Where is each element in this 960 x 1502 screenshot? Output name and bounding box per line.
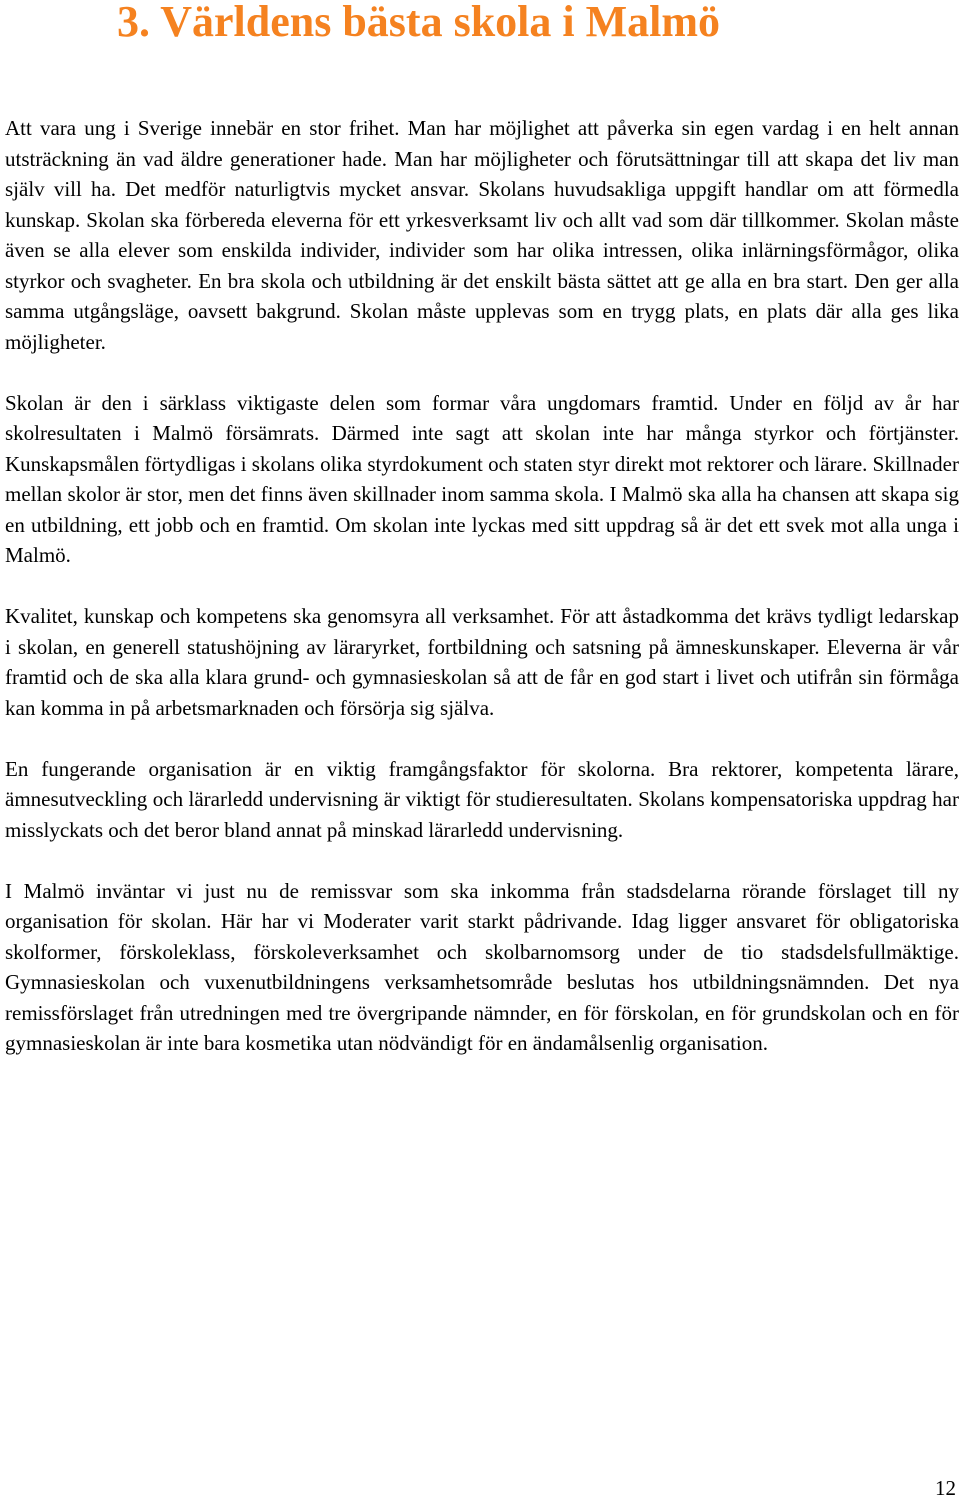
paragraph-4: En fungerande organisation är en viktig framgångsfaktor för skolorna. Bra rektorer, kompetenta lärare, ämnesutveckling och lärarledd undervisning är viktigt för studieresultaten. Skolans kompensatoriska uppdrag har misslyckats och det beror bland annat på minskad lärarledd undervisning.	[5, 756, 959, 842]
page-number: 12	[935, 1476, 956, 1500]
section-heading: 3. Världens bästa skola i Malmö	[117, 0, 721, 46]
paragraph-3: Kvalitet, kunskap och kompetens ska genomsyra all verksamhet. För att åstadkomma det krävs tydligt ledarskap i skolan, en generell statushöjning av läraryrket, fortbildning och satsning på ämneskunskaper. Eleverna är vår framtid och de ska alla klara grund- och gymnasieskolan så att de får en god start i livet och utifrån sin förmåga kan komma in på arbetsmarknaden och försörja sig själva.	[5, 604, 959, 720]
paragraph-1: Att vara ung i Sverige innebär en stor frihet. Man har möjlighet att påverka sin egen vardag i en helt annan utsträckning än vad äldre generationer hade. Man har möjligheter och förutsättningar till att skapa det liv man själv vill ha. Det medför naturligtvis mycket ansvar. Skolans huvudsakliga uppgift handlar om att förmedla kunskap. Skolan ska förbereda eleverna för ett yrkesverksamt liv och allt vad som där tillkommer. Skolan måste även se alla elever som enskilda individer, individer som har olika intressen, olika inlärningsförmågor, olika styrkor och svagheter. En bra skola och utbildning är det enskilt bästa sättet att ge alla en bra start. Den ger alla samma utgångsläge, oavsett bakgrund. Skolan måste upplevas som en trygg plats, en plats där alla ges lika möjligheter.	[5, 116, 959, 354]
body-text	[5, 113, 959, 1089]
paragraph-2: Skolan är den i särklass viktigaste delen som formar våra ungdomars framtid. Under en följd av år har skolresultaten i Malmö försämrats. Därmed inte sagt att skolan inte har många styrkor och förtjänster. Kunskapsmålen förtydligas i skolans olika styrdokument och staten styr direkt mot rektorer och lärare. Skillnader mellan skolor är stor, men det finns även skillnader inom samma skola. I Malmö ska alla ha chansen att skapa sig en utbildning, ett jobb och en framtid. Om skolan inte lyckas med sitt uppdrag så är det ett svek mot alla unga i Malmö.	[5, 390, 959, 567]
paragraph-5: I Malmö inväntar vi just nu de remissvar som ska inkomma från stadsdelarna rörande förslaget till ny organisation för skolan. Här har vi Moderater varit starkt pådrivande. Idag ligger ansvaret för obligatoriska skolformer, förskoleklass, förskoleverksamhet och skolbarnomsorg under de tio stadsdelsfullmäktige. Gymnasieskolan och vuxenutbildningens verksamhetsområde beslutas hos utbildningsnämnden. Det nya remissförslaget från utredningen med tre övergripande nämnder, en för förskolan, en för grundskolan och en för gymnasieskolan är inte bara kosmetika utan nödvändigt för en ändamålsenlig organisation.	[5, 878, 959, 1055]
